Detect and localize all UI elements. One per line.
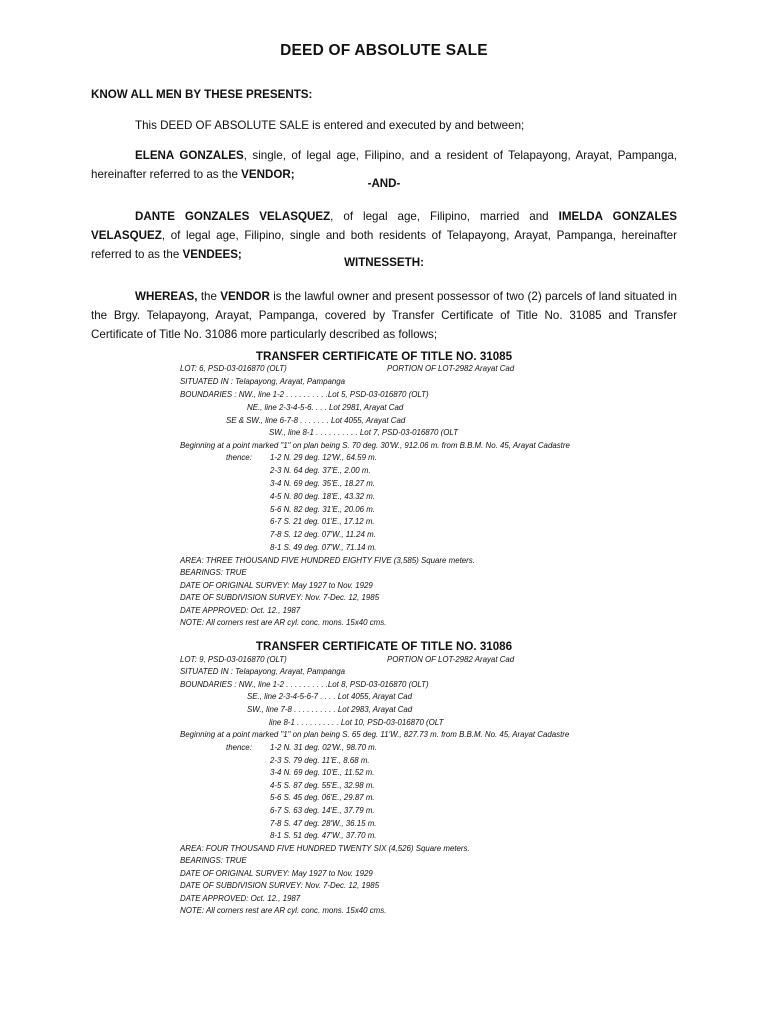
tct-31085-boundary-1: BOUNDARIES : NW., line 1-2 . . . . . . . . . .Lot 5, PSD-03-016870 (OLT) bbox=[180, 390, 429, 399]
tct-31085-bearing: 7-8 S. 12 deg. 07'W., 11.24 m. bbox=[270, 530, 376, 539]
tct-31086-bearing: 2-3 S. 79 deg. 11'E., 8.68 m. bbox=[270, 756, 370, 765]
tct-31086-boundary-1: BOUNDARIES : NW., line 1-2 . . . . . . . . . .Lot 8, PSD-03-016870 (OLT) bbox=[180, 680, 429, 689]
tct-31085-date-approved: DATE APPROVED: Oct. 12., 1987 bbox=[180, 606, 301, 615]
tct-31085-boundary-4: SW., line 8-1 . . . . . . . . . . Lot 7, PSD-03-016870 (OLT bbox=[269, 428, 459, 437]
tct-31085-bearing: 5-6 N. 82 deg. 31'E., 20.06 m. bbox=[270, 505, 376, 514]
tct-31086-bearing: 4-5 S. 87 deg. 55'E., 32.98 m. bbox=[270, 781, 375, 790]
tct-31085-bearings-type: BEARINGS: TRUE bbox=[180, 568, 247, 577]
vendees-text-2: , of legal age, Filipino, single and both residents of Telapayong, Arayat, Pampanga, hereinafter referred to as the bbox=[91, 229, 677, 261]
vendees-role: VENDEES; bbox=[182, 248, 242, 261]
tct-31086-bearing: 5-6 S. 45 deg. 06'E., 29.87 m. bbox=[270, 793, 375, 802]
tct-31086-situated: SITUATED IN : Telapayong, Arayat, Pampanga bbox=[180, 667, 346, 676]
tct-31086-subdivision-survey: DATE OF SUBDIVISION SURVEY: Nov. 7-Dec. 12, 1985 bbox=[180, 881, 380, 890]
tct-31086-portion: PORTION OF LOT-2982 Arayat Cad bbox=[387, 655, 515, 664]
tct-31085-bearing: 6-7 S. 21 deg. 01'E., 17.12 m. bbox=[270, 517, 375, 526]
intro-paragraph bbox=[91, 116, 677, 135]
tct-31086-bearing: 8-1 S. 51 deg. 47'W., 37.70 m. bbox=[270, 831, 377, 840]
tct-31086-boundary-4: line 8-1 . . . . . . . . . . Lot 10, PSD-03-016870 (OLT bbox=[269, 718, 444, 727]
vendee-name-1: DANTE GONZALES VELASQUEZ bbox=[135, 210, 331, 223]
tct-31086-boundary-3: SW., line 7-8 . . . . . . . . . . Lot 2983, Arayat Cad bbox=[247, 705, 413, 714]
tct-31085-heading: TRANSFER CERTIFICATE OF TITLE NO. 31085 bbox=[255, 350, 513, 363]
tct-31085-situated: SITUATED IN : Telapayong, Arayat, Pampanga bbox=[180, 377, 346, 386]
tct-31085-thence: thence: bbox=[226, 453, 252, 462]
greeting: KNOW ALL MEN BY THESE PRESENTS: bbox=[91, 88, 313, 101]
tct-31086-lot: LOT: 9, PSD-03-016870 (OLT) bbox=[180, 655, 287, 664]
tct-31086-thence: thence: bbox=[226, 743, 252, 752]
tct-31085-boundary-2: NE., line 2-3-4-5-6. . . . Lot 2981, Arayat Cad bbox=[247, 403, 404, 412]
tct-31086-heading: TRANSFER CERTIFICATE OF TITLE NO. 31086 bbox=[255, 640, 513, 653]
vendee-name-2: IMELDA GONZALES VELASQUEZ bbox=[91, 210, 677, 242]
tct-31085-original-survey: DATE OF ORIGINAL SURVEY: May 1927 to Nov. 1929 bbox=[180, 581, 373, 590]
tct-31085-portion: PORTION OF LOT-2982 Arayat Cad bbox=[387, 364, 515, 373]
tct-31086-boundary-2: SE., line 2-3-4-5-6-7 . . . . Lot 4055, Arayat Cad bbox=[247, 692, 413, 701]
tct-31085-bearing: 3-4 N. 69 deg. 35'E., 18.27 m. bbox=[270, 479, 376, 488]
tct-31085-area: AREA: THREE THOUSAND FIVE HUNDRED EIGHTY FIVE (3,585) Square meters. bbox=[180, 556, 475, 565]
tct-31086-bearing: 3-4 N. 69 deg. 10'E., 11.52 m. bbox=[270, 768, 375, 777]
tct-31085-bearing: 1-2 N. 29 deg. 12'W., 64.59 m. bbox=[270, 453, 377, 462]
tct-31086-beginning: Beginning at a point marked "1" on plan being S. 65 deg. 11'W., 827.73 m. from B.B.M. No. 45, Arayat Cadastre bbox=[180, 730, 570, 739]
whereas-lead: WHEREAS, bbox=[135, 290, 198, 303]
whereas-text-2: is the lawful owner and present possessor of two (2) parcels of land situated in the Brgy. Telapayong, Arayat, Pampanga, covered by Transfer Certificate of Title No. 31085 and Transfer Certificate of Title No. 31086 more particularly described as follows; bbox=[91, 290, 677, 341]
tct-31085-beginning: Beginning at a point marked "1" on plan being S. 70 deg. 30'W., 912.06 m. from B.B.M. No. 45, Arayat Cadastre bbox=[180, 441, 570, 450]
and-separator: -AND- bbox=[367, 177, 401, 190]
vendor-text: , single, of legal age, Filipino, and a resident of Telapayong, Arayat, Pampanga, hereinafter referred to as the bbox=[91, 149, 677, 181]
tct-31086-date-approved: DATE APPROVED: Oct. 12., 1987 bbox=[180, 894, 301, 903]
whereas-paragraph bbox=[91, 287, 677, 344]
tct-31086-bearing: 1-2 N. 31 deg. 02'W., 98.70 m. bbox=[270, 743, 377, 752]
tct-31086-bearings-type: BEARINGS: TRUE bbox=[180, 856, 247, 865]
whereas-text-1: the bbox=[197, 290, 221, 303]
vendees-text-1: , of legal age, Filipino, married and bbox=[330, 210, 559, 223]
tct-31085-bearing: 8-1 S. 49 deg. 07'W., 71.14 m. bbox=[270, 543, 377, 552]
tct-31086-area: AREA: FOUR THOUSAND FIVE HUNDRED TWENTY SIX (4,526) Square meters. bbox=[180, 844, 470, 853]
document-title: DEED OF ABSOLUTE SALE bbox=[280, 42, 488, 59]
witnesseth-heading: WITNESSETH: bbox=[344, 256, 424, 269]
tct-31085-bearing: 2-3 N. 64 deg. 37'E., 2.00 m. bbox=[270, 466, 371, 475]
tct-31086-bearing: 7-8 S. 47 deg. 28'W., 36.15 m. bbox=[270, 819, 377, 828]
whereas-vendor: VENDOR bbox=[220, 290, 270, 303]
intro-text: This DEED OF ABSOLUTE SALE is entered and executed by and between; bbox=[135, 119, 525, 132]
tct-31086-bearing: 6-7 S. 63 deg. 14'E., 37.79 m. bbox=[270, 806, 375, 815]
vendor-name: ELENA GONZALES bbox=[135, 149, 244, 162]
tct-31086-original-survey: DATE OF ORIGINAL SURVEY: May 1927 to Nov. 1929 bbox=[180, 869, 373, 878]
tct-31085-note: NOTE: All corners rest are AR cyl. conc. mons. 15x40 cms. bbox=[180, 618, 387, 627]
tct-31085-subdivision-survey: DATE OF SUBDIVISION SURVEY: Nov. 7-Dec. 12, 1985 bbox=[180, 593, 380, 602]
tct-31085-lot: LOT: 6, PSD-03-016870 (OLT) bbox=[180, 364, 287, 373]
tct-31085-bearing: 4-5 N. 80 deg. 18'E., 43.32 m. bbox=[270, 492, 376, 501]
tct-31086-note: NOTE: All corners rest are AR cyl. conc. mons. 15x40 cms. bbox=[180, 906, 387, 915]
tct-31085-boundary-3: SE & SW., line 6-7-8 . . . . . . . Lot 4055, Arayat Cad bbox=[226, 416, 406, 425]
vendor-role: VENDOR; bbox=[241, 168, 295, 181]
